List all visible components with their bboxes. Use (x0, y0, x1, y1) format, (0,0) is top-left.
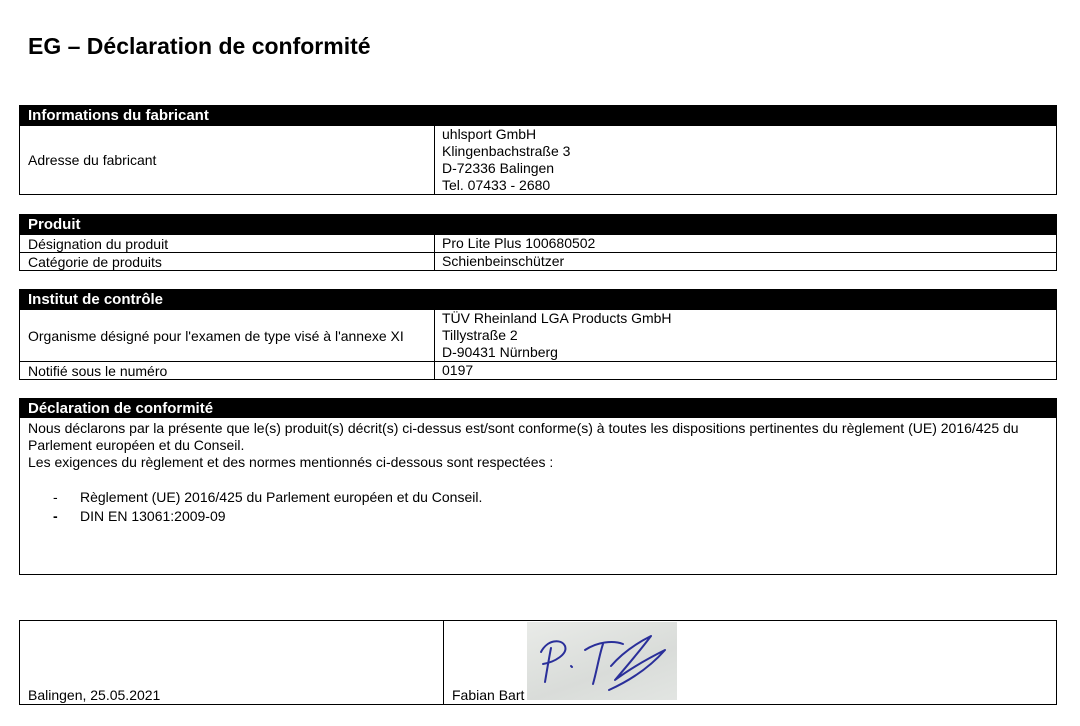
notified-number-label: Notifié sous le numéro (20, 362, 435, 379)
place-date: Balingen, 25.05.2021 (28, 687, 161, 703)
page-title: EG – Déclaration de conformité (28, 33, 371, 59)
declaration-section (19, 398, 1057, 575)
address-line: uhlsport GmbH (442, 126, 537, 142)
notified-body-line: Tillystraße 2 (442, 327, 518, 343)
signature-block (19, 620, 1057, 705)
address-line: Klingenbachstraße 3 (442, 143, 571, 159)
notified-body-line: TÜV Rheinland LGA Products GmbH (442, 310, 672, 326)
list-item (28, 488, 1048, 507)
list-item-text: DIN EN 13061:2009-09 (80, 508, 226, 524)
notified-body-label: Organisme désigné pour l'examen de type visé à l'annexe XI (20, 310, 435, 361)
address-value (435, 126, 570, 194)
list-item-text: Règlement (UE) 2016/425 du Parlement européen et du Conseil. (80, 489, 483, 505)
product-heading: Produit (20, 215, 1056, 234)
signature-image (527, 622, 677, 700)
address-line: Tel. 07433 - 2680 (442, 177, 551, 193)
product-designation-label: Désignation du produit (20, 235, 435, 252)
declaration-body (20, 418, 1056, 574)
dash-marker: - (53, 508, 58, 524)
institute-section (19, 289, 1057, 380)
product-row (20, 234, 1056, 252)
address-label: Adresse du fabricant (20, 126, 435, 194)
manufacturer-heading: Informations du fabricant (20, 106, 1056, 125)
notified-number-value: 0197 (442, 362, 474, 378)
address-line: D-72336 Balingen (442, 160, 555, 176)
declaration-paragraph: Nous déclarons par la présente que le(s) produit(s) décrit(s) ci-dessus est/sont conforme(s) à toutes les dispositions pertinentes du règlement (UE) 2016/425 du Parlement européen et du Conseil. (28, 420, 1019, 453)
place-date-cell (20, 621, 444, 704)
handwritten-signature-icon (527, 622, 677, 700)
dash-marker: - (53, 489, 58, 505)
product-designation-value: Pro Lite Plus 100680502 (442, 235, 596, 251)
product-category-value: Schienbeinschützer (442, 253, 565, 269)
product-section (19, 214, 1057, 271)
manufacturer-section (19, 105, 1057, 195)
signer-cell (444, 621, 1056, 704)
manufacturer-address-row (20, 125, 1056, 194)
standards-list (28, 488, 1048, 526)
product-row (20, 252, 1056, 270)
institute-heading: Institut de contrôle (20, 290, 1056, 309)
product-category-label: Catégorie de produits (20, 253, 435, 270)
signer-name: Fabian Bart (452, 687, 525, 703)
declaration-heading: Déclaration de conformité (20, 399, 1056, 418)
notified-body-row (20, 309, 1056, 361)
declaration-paragraph: Les exigences du règlement et des normes mentionnés ci-dessous sont respectées : (28, 454, 554, 470)
notified-body-value (435, 310, 672, 361)
list-item (28, 507, 1048, 526)
notified-number-row (20, 361, 1056, 379)
notified-body-line: D-90431 Nürnberg (442, 344, 558, 360)
